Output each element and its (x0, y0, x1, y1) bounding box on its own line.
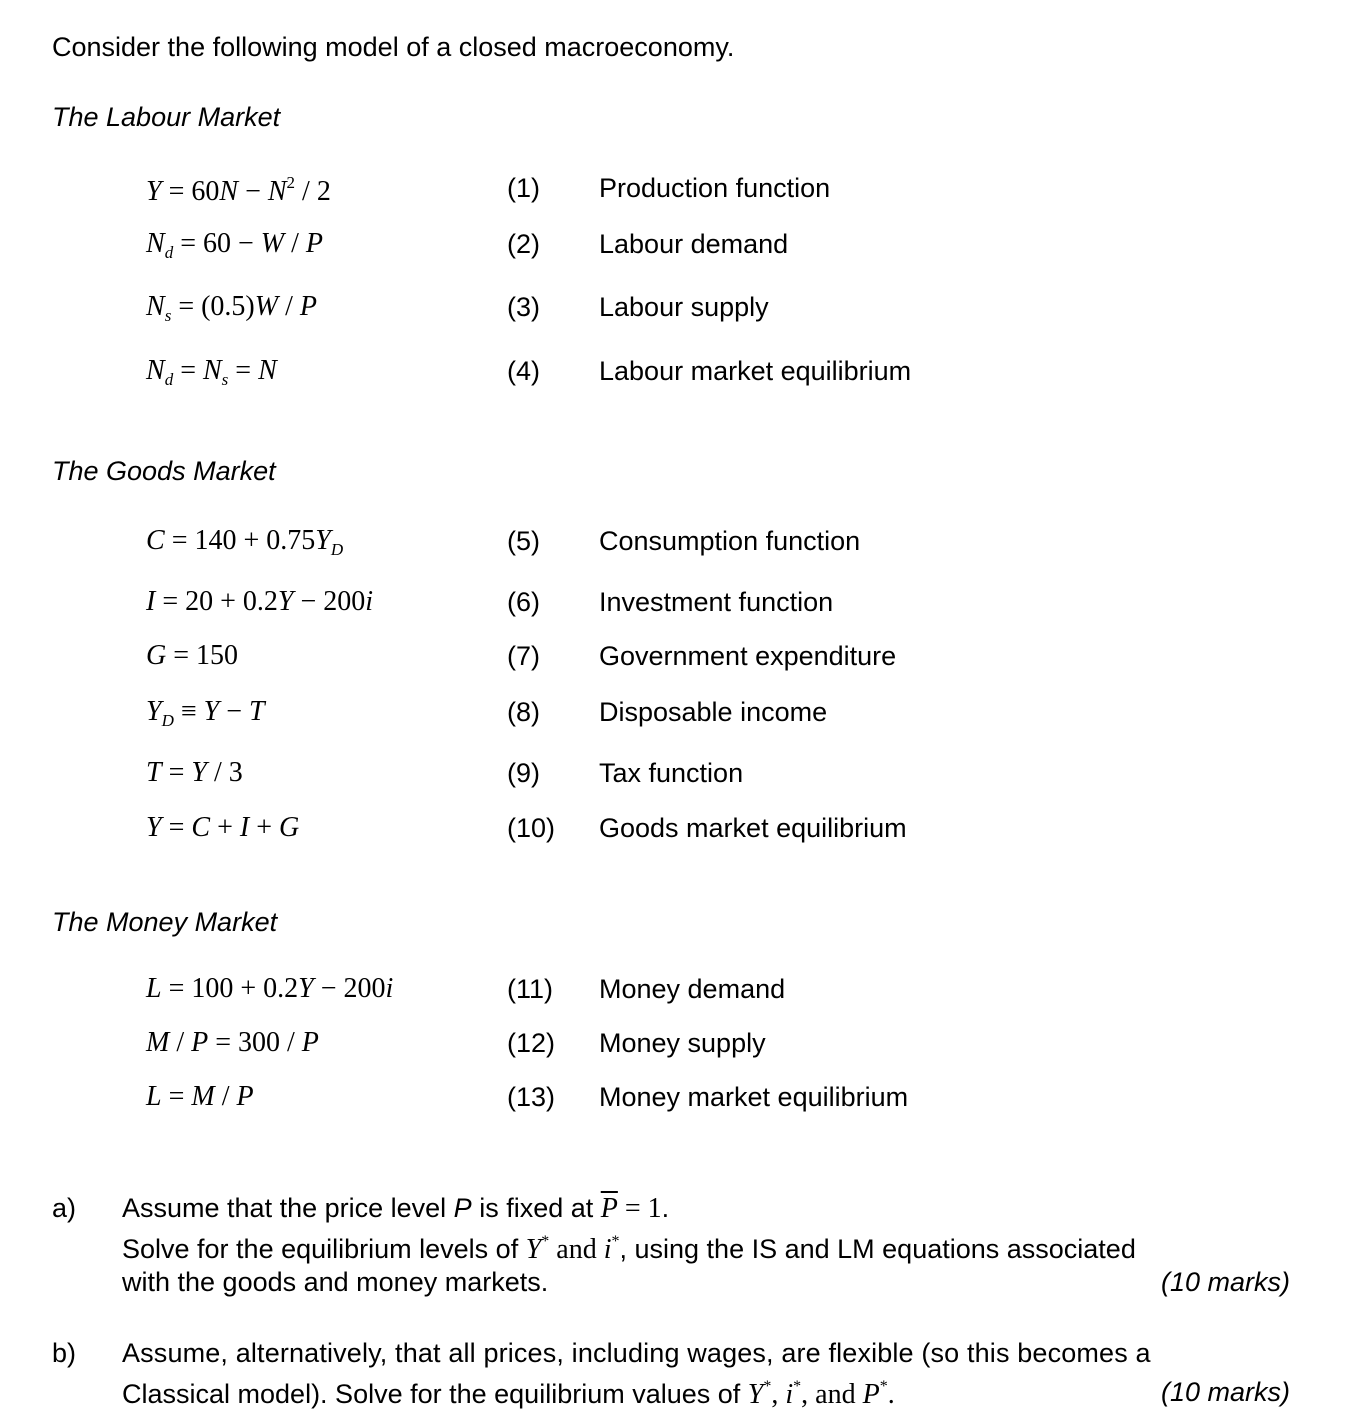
equation-description: Goods market equilibrium (599, 813, 907, 843)
equation-part: I (239, 812, 250, 843)
text: . (887, 1379, 895, 1410)
equation-description: Government expenditure (599, 641, 897, 671)
equation-description: Disposable income (599, 697, 828, 727)
equation-number: (7) (507, 641, 540, 671)
question-b-marks: (10 marks) (1160, 1377, 1290, 1407)
equation-part: P (236, 1081, 254, 1112)
equation-part: Y (146, 176, 162, 207)
equation-part: C (146, 525, 165, 556)
equation-part: M (191, 1081, 215, 1112)
equation-description: Tax function (599, 758, 744, 788)
equation-part: T (146, 757, 162, 788)
equation-part: d (164, 243, 174, 262)
section-heading: The Goods Market (52, 456, 276, 486)
equation-part: s (221, 370, 229, 389)
text: , using the IS and LM equations associated (619, 1234, 1136, 1264)
equation-part: = 140 + 0.75 (164, 525, 316, 556)
equation-part: = 60 (161, 176, 220, 207)
equation-description: Investment function (599, 587, 834, 617)
equation-part: = 100 + 0.2 (161, 973, 299, 1004)
equation-description: Money market equilibrium (599, 1082, 909, 1112)
equation-part: N (267, 176, 287, 207)
equation-description: Money demand (599, 974, 786, 1004)
equation-number: (10) (507, 813, 556, 843)
equation-part: − (238, 176, 268, 207)
equation-part: / 3 (206, 757, 243, 788)
equation-part: P (299, 291, 317, 322)
equation-number: (2) (507, 229, 540, 259)
equation-part: ≡ (173, 696, 204, 727)
equation-part: I (146, 586, 156, 617)
equation-description: Production function (599, 173, 831, 203)
text: , and (801, 1379, 863, 1410)
intro-text: Consider the following model of a closed macroeconomy. (52, 32, 735, 62)
equation-number: (3) (507, 292, 540, 322)
equation-number: (11) (507, 974, 554, 1004)
equation-part: N (146, 355, 165, 386)
var-p: P (862, 1379, 880, 1410)
equation-part: N (146, 228, 165, 259)
question-b-line-1: Assume, alternatively, that all prices, including wages, are flexible (so this becomes a (122, 1338, 1151, 1368)
var-y: Y (747, 1379, 764, 1410)
equation-part: + (210, 812, 240, 843)
equation (146, 527, 343, 558)
star: * (879, 1378, 888, 1395)
star: * (541, 1233, 550, 1250)
equation (146, 975, 393, 1003)
star: * (793, 1378, 802, 1395)
equation-part: = (161, 757, 192, 788)
equation-number: (9) (507, 758, 540, 788)
var-y: Y (525, 1234, 542, 1265)
question-b-label: b) (52, 1338, 77, 1368)
text: Classical model). Solve for the equilibrium values of (122, 1379, 748, 1409)
equation-part: − 200 (293, 586, 366, 617)
equation-part: = (161, 812, 192, 843)
var-p: P (453, 1193, 472, 1223)
equation-part: = (228, 355, 259, 386)
question-a-label: a) (52, 1193, 77, 1223)
var-i: i (603, 1234, 612, 1265)
equation-part: W (254, 291, 279, 322)
equation-part: L (146, 1081, 162, 1112)
equation-part: = (173, 355, 203, 386)
equation (146, 642, 238, 670)
equation-part: G (146, 640, 167, 671)
text: = 1 (617, 1193, 662, 1224)
equation-part: N (258, 355, 277, 386)
equation-part: N (219, 176, 239, 207)
equation-part: s (164, 306, 172, 325)
var-p-bar: $\overline{P}$ (600, 1193, 618, 1224)
equation-number: (12) (507, 1028, 556, 1058)
section-heading: The Money Market (52, 907, 278, 937)
equation-part: = 150 (166, 640, 239, 671)
equation-part: D (161, 711, 174, 730)
equation (146, 814, 299, 842)
equation (146, 230, 323, 261)
equation-part: C (191, 812, 211, 843)
text: is fixed at (471, 1193, 601, 1223)
equation-part: d (164, 370, 174, 389)
equation-part: Y (298, 973, 314, 1004)
equation-description: Consumption function (599, 526, 861, 556)
equation-description: Labour supply (599, 292, 769, 322)
equation-part: / (278, 291, 300, 322)
equation-part: P (301, 1027, 319, 1058)
equation (146, 759, 243, 787)
equation-number: (5) (507, 526, 540, 556)
equation-number: (1) (507, 173, 540, 203)
text: . (661, 1193, 670, 1223)
equation-description: Labour demand (599, 229, 789, 259)
equation (146, 174, 331, 206)
equation-part: L (146, 973, 162, 1004)
text: , (771, 1379, 786, 1410)
equation-description: Labour market equilibrium (599, 356, 912, 386)
equation-part: Y (277, 586, 294, 617)
equation-part: i (385, 973, 394, 1004)
equation-part: N (146, 291, 165, 322)
equation-number: (4) (507, 356, 540, 386)
question-a-line-3 (122, 1269, 1290, 1296)
equation-part: = (0.5) (171, 291, 255, 322)
star: * (763, 1378, 772, 1395)
equation-part: i (365, 586, 374, 617)
equation-number: (6) (507, 587, 540, 617)
equation-part: Y (146, 696, 162, 727)
equation (146, 588, 373, 616)
equation-part: Y (203, 696, 220, 727)
equation-description: Money supply (599, 1028, 766, 1058)
equation-part: = (161, 1081, 192, 1112)
equation-part: − 200 (313, 973, 386, 1004)
equation (146, 698, 265, 729)
equation-part: Y (146, 812, 162, 843)
equation-part: T (249, 696, 265, 727)
equation-number: (8) (507, 697, 540, 727)
text: Assume that the price level (122, 1193, 454, 1223)
text: Solve for the equilibrium levels of (122, 1234, 526, 1264)
equation-part: + (249, 812, 279, 843)
equation (146, 1029, 319, 1057)
equation-part: G (278, 812, 300, 843)
equation-part: = 60 − (173, 228, 261, 259)
question-a-line-1 (122, 1195, 1290, 1223)
equation (146, 1083, 254, 1111)
equation-number: (13) (507, 1082, 556, 1112)
equation-part: = 300 / (208, 1027, 302, 1058)
equation (146, 357, 277, 388)
equation-part: / (214, 1081, 237, 1112)
equation-part: Y (315, 525, 331, 556)
equation-part: = 20 + 0.2 (155, 586, 278, 617)
equation-part: 2 (286, 173, 296, 192)
equation-part: N (202, 355, 222, 386)
equation-part: Y (191, 757, 207, 788)
question-b-line-2 (122, 1379, 1290, 1409)
equation-part: / 2 (295, 176, 331, 207)
equation (146, 293, 317, 324)
var-i: i (785, 1379, 794, 1410)
text: with the goods and money markets. (122, 1267, 549, 1297)
question-a-line-2 (122, 1234, 1290, 1264)
equation-part: M (146, 1027, 170, 1058)
equation-part: − (219, 696, 250, 727)
equation-part: / (169, 1027, 192, 1058)
star: * (611, 1233, 620, 1250)
equation-part: P (191, 1027, 209, 1058)
text: and (549, 1234, 604, 1265)
equation-part: D (330, 540, 344, 559)
section-heading: The Labour Market (52, 102, 281, 132)
equation-part: P (305, 228, 323, 259)
equation-part: / (284, 228, 306, 259)
equation-part: W (260, 228, 285, 259)
question-a-marks: (10 marks) (1160, 1267, 1290, 1297)
